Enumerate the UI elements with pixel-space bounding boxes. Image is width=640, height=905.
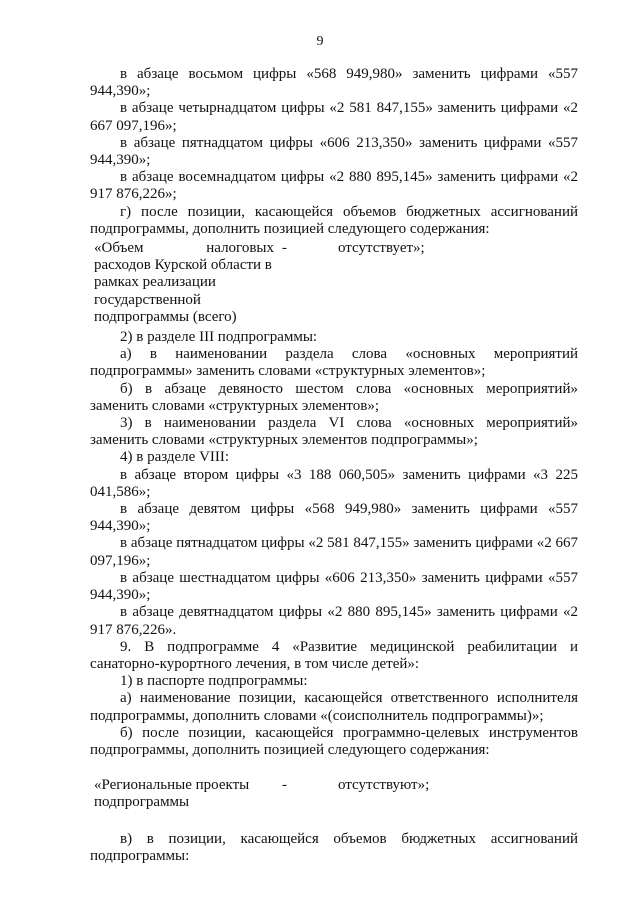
- paragraph: в) в позиции, касающейся объемов бюджетных ассигнований подпрограммы:: [90, 830, 578, 864]
- position-value: отсутствуют»;: [338, 777, 430, 794]
- paragraph: 2) в разделе III подпрограммы:: [120, 329, 318, 346]
- paragraph: в абзаце четырнадцатом цифры «2 581 847,155» заменить цифрами «2 667 097,196»;: [90, 100, 578, 134]
- position-name: «Региональные проекты подпрограммы: [94, 777, 250, 811]
- paragraph: 9. В подпрограмме 4 «Развитие медицинской реабилитации и санаторно-курортного лечения, в том числе детей»:: [90, 638, 578, 672]
- paragraph: в абзаце девятом цифры «568 949,980» заменить цифрами «557 944,390»;: [90, 501, 578, 535]
- position-name-continued: расходов Курской области в рамках реализации государственной подпрограммы (всего): [94, 257, 272, 325]
- paragraph: в абзаце втором цифры «3 188 060,505» заменить цифрами «3 225 041,586»;: [90, 466, 578, 500]
- spacer: [90, 815, 578, 831]
- paragraph: в абзаце пятнадцатом цифры «2 581 847,155» заменить цифрами «2 667 097,196»;: [90, 535, 578, 569]
- paragraph: в абзаце шестнадцатом цифры «606 213,350» заменить цифрами «557 944,390»;: [90, 569, 578, 604]
- page-number: 9: [316, 34, 324, 49]
- dash-separator: -: [282, 777, 287, 794]
- paragraph: в абзаце девятнадцатом цифры «2 880 895,145» заменить цифрами «2 917 876,226».: [90, 604, 578, 638]
- paragraph: в абзаце восьмом цифры «568 949,980» заменить цифрами «557 944,390»;: [90, 66, 578, 100]
- position-name: «Объем налоговых: [94, 240, 274, 257]
- paragraph: б) после позиции, касающейся программно-целевых инструментов подпрограммы, дополнить позицией следующего содержания:: [90, 724, 578, 758]
- paragraph: а) наименование позиции, касающейся ответственного исполнителя подпрограммы, дополнить словами «(соисполнитель подпрограммы)»;: [90, 690, 578, 724]
- inserted-position-regional-projects: [94, 777, 429, 811]
- page-body: [90, 66, 578, 865]
- position-value: отсутствует»;: [338, 240, 425, 257]
- paragraph: г) после позиции, касающейся объемов бюджетных ассигнований подпрограммы, дополнить позицией следующего содержания:: [90, 203, 578, 237]
- paragraph: 4) в разделе VIII:: [120, 449, 230, 466]
- paragraph: в абзаце пятнадцатом цифры «606 213,350» заменить цифрами «557 944,390»;: [90, 134, 578, 169]
- paragraph: 3) в наименовании раздела VI слова «основных мероприятий» заменить словами «структурных элементов подпрограммы»;: [90, 415, 578, 449]
- paragraph: а) в наименовании раздела слова «основных мероприятий подпрограммы» заменить словами «структурных элементов»;: [90, 346, 578, 380]
- dash-separator: -: [282, 240, 287, 257]
- spacer: [90, 759, 578, 775]
- paragraph: в абзаце восемнадцатом цифры «2 880 895,145» заменить цифрами «2 917 876,226»;: [90, 169, 578, 203]
- paragraph: б) в абзаце девяносто шестом слова «основных мероприятий» заменить словами «структурных элементов»;: [90, 380, 578, 414]
- inserted-position-tax-expenditures: [94, 240, 425, 326]
- paragraph: 1) в паспорте подпрограммы:: [120, 673, 308, 690]
